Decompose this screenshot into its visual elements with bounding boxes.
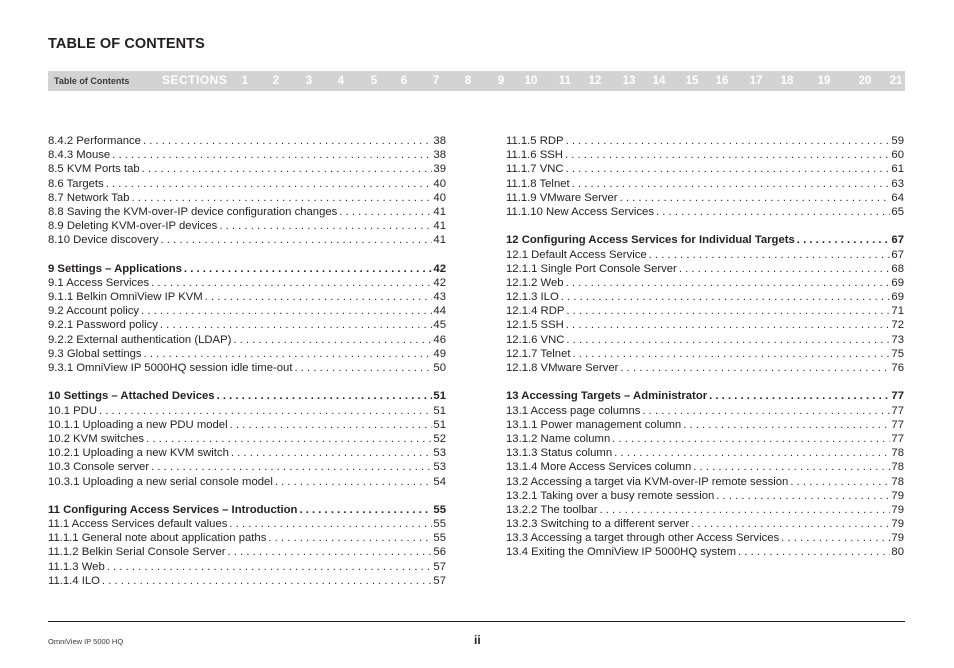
toc-entry-title: 9.2 Account policy xyxy=(48,305,140,318)
toc-entry-page: 41 xyxy=(433,205,446,218)
toc-leader-dots xyxy=(691,517,890,531)
toc-leader-dots xyxy=(573,347,891,361)
toc-entry[interactable] xyxy=(506,545,904,559)
toc-entry-title: 13.1.4 More Access Services column xyxy=(506,461,692,474)
section-nav-bar xyxy=(48,71,905,91)
toc-entry-title: 12.1.4 RDP xyxy=(506,305,565,318)
toc-entry-title: 8.7 Network Tab xyxy=(48,191,130,204)
toc-entry[interactable] xyxy=(506,177,904,191)
toc-entry-page: 52 xyxy=(433,432,446,445)
toc-entry-page: 65 xyxy=(891,205,904,218)
toc-entry-title: 11.1.7 VNC xyxy=(506,163,564,176)
toc-entry-page: 51 xyxy=(433,418,446,431)
toc-leader-dots xyxy=(231,446,433,460)
toc-leader-dots xyxy=(620,191,891,205)
toc-leader-dots xyxy=(709,389,890,403)
toc-entry-page: 77 xyxy=(891,418,904,431)
toc-leader-dots xyxy=(102,574,433,588)
toc-leader-dots xyxy=(299,503,432,517)
toc-entry[interactable] xyxy=(506,205,904,219)
nav-section-11[interactable]: 11 xyxy=(558,75,572,87)
nav-section-18[interactable]: 18 xyxy=(780,75,794,87)
toc-entry-page: 79 xyxy=(891,532,904,545)
nav-section-7[interactable]: 7 xyxy=(432,75,440,87)
toc-entry-page: 55 xyxy=(433,503,446,516)
toc-entry-page: 73 xyxy=(891,333,904,346)
toc-entry-page: 76 xyxy=(891,362,904,374)
toc-chapter-heading[interactable] xyxy=(48,503,446,517)
toc-leader-dots xyxy=(716,489,890,503)
toc-entry-title: 9 Settings – Applications xyxy=(48,262,182,275)
toc-entry-page: 57 xyxy=(433,574,446,587)
toc-entry[interactable] xyxy=(48,318,446,332)
toc-entry-page: 57 xyxy=(433,560,446,573)
toc-entry[interactable] xyxy=(48,162,446,176)
toc-entry-page: 45 xyxy=(433,319,446,332)
toc-entry[interactable] xyxy=(48,219,446,233)
toc-leader-dots xyxy=(275,475,433,489)
toc-entry-title: 9.3.1 OmniView IP 5000HQ session idle time-out xyxy=(48,362,293,374)
toc-entry-page: 49 xyxy=(433,347,446,360)
toc-entry-title: 13.2.1 Taking over a busy remote session xyxy=(506,489,715,502)
toc-entry-title: 10.1 PDU xyxy=(48,404,97,417)
toc-column-left xyxy=(48,134,446,588)
toc-entry-title: 13 Accessing Targets – Administrator xyxy=(506,390,708,403)
toc-entry-title: 12.1.1 Single Port Console Server xyxy=(506,262,677,275)
toc-entry-title: 8.5 KVM Ports tab xyxy=(48,163,140,176)
toc-entry[interactable] xyxy=(48,134,446,148)
toc-entry-page: 69 xyxy=(891,276,904,289)
toc-entry[interactable] xyxy=(48,347,446,361)
toc-entry-title: 13.2 Accessing a target via KVM-over-IP remote session xyxy=(506,475,789,488)
toc-entry-page: 78 xyxy=(891,447,904,460)
nav-section-13[interactable]: 13 xyxy=(622,75,636,87)
toc-entry[interactable] xyxy=(506,489,904,503)
toc-entry-page: 38 xyxy=(433,135,446,147)
toc-entry-title: 11 Configuring Access Services – Introduction xyxy=(48,503,298,516)
toc-chapter-heading[interactable] xyxy=(506,389,904,403)
toc-entry-page: 42 xyxy=(433,276,446,289)
toc-entry-title: 11.1.2 Belkin Serial Console Server xyxy=(48,546,226,559)
toc-leader-dots xyxy=(142,162,433,176)
toc-entry-title: 9.1.1 Belkin OmniView IP KVM xyxy=(48,291,203,304)
page-title: TABLE OF CONTENTS xyxy=(48,36,205,52)
toc-entry-title: 11.1.3 Web xyxy=(48,560,105,573)
toc-leader-dots xyxy=(228,545,433,559)
toc-leader-dots xyxy=(566,304,890,318)
toc-entry-page: 39 xyxy=(433,163,446,176)
toc-entry[interactable] xyxy=(48,290,446,304)
toc-entry[interactable] xyxy=(48,545,446,559)
toc-entry-title: 11.1.1 General note about application paths xyxy=(48,532,267,545)
toc-entry[interactable] xyxy=(506,318,904,332)
toc-entry-page: 78 xyxy=(891,475,904,488)
toc-entry[interactable] xyxy=(506,361,904,375)
toc-leader-dots xyxy=(146,432,432,446)
toc-entry-page: 53 xyxy=(433,461,446,474)
toc-entry-title: 9.2.2 External authentication (LDAP) xyxy=(48,333,232,346)
toc-entry[interactable] xyxy=(48,191,446,205)
toc-entry-title: 8.9 Deleting KVM-over-IP devices xyxy=(48,220,218,233)
nav-section-17[interactable]: 17 xyxy=(749,75,763,87)
toc-entry-title: 10.2 KVM switches xyxy=(48,432,145,445)
toc-entry-title: 11.1.9 VMware Server xyxy=(506,191,618,204)
toc-entry-title: 12.1.2 Web xyxy=(506,276,564,289)
toc-leader-dots xyxy=(141,304,432,318)
toc-entry-page: 38 xyxy=(433,149,446,162)
toc-leader-dots xyxy=(566,134,891,148)
toc-entry-title: 12 Configuring Access Services for Individual Targets xyxy=(506,234,795,247)
toc-entry[interactable] xyxy=(506,517,904,531)
toc-entry-title: 13.2.2 The toolbar xyxy=(506,503,598,516)
toc-entry-page: 41 xyxy=(433,220,446,233)
toc-entry[interactable] xyxy=(48,432,446,446)
nav-section-6[interactable]: 6 xyxy=(400,75,408,87)
toc-entry-page: 80 xyxy=(891,546,904,559)
toc-entry-page: 69 xyxy=(891,291,904,304)
toc-entry-page: 50 xyxy=(433,362,446,374)
toc-entry[interactable] xyxy=(48,404,446,418)
toc-entry[interactable] xyxy=(506,432,904,446)
toc-leader-dots xyxy=(99,404,432,418)
toc-leader-dots xyxy=(230,418,433,432)
toc-entry-page: 59 xyxy=(891,135,904,147)
toc-entry[interactable] xyxy=(48,276,446,290)
toc-entry[interactable] xyxy=(48,574,446,588)
toc-leader-dots xyxy=(781,531,890,545)
nav-section-15[interactable]: 15 xyxy=(685,75,699,87)
toc-entry-title: 9.2.1 Password policy xyxy=(48,319,158,332)
toc-leader-dots xyxy=(566,276,891,290)
toc-leader-dots xyxy=(738,545,890,559)
toc-entry-title: 12.1.8 VMware Server xyxy=(506,362,619,374)
toc-entry[interactable] xyxy=(48,205,446,219)
toc-entry-title: 12.1.7 Telnet xyxy=(506,347,571,360)
toc-leader-dots xyxy=(160,318,433,332)
toc-leader-dots xyxy=(107,560,433,574)
toc-entry[interactable] xyxy=(48,460,446,474)
toc-leader-dots xyxy=(143,134,432,148)
toc-entry-title: 10.1.1 Uploading a new PDU model xyxy=(48,418,228,431)
toc-leader-dots xyxy=(620,361,890,375)
toc-entry-title: 12.1.5 SSH xyxy=(506,319,564,332)
toc-entry-page: 51 xyxy=(433,390,446,403)
toc-entry-title: 11.1 Access Services default values xyxy=(48,518,228,531)
toc-entry[interactable] xyxy=(48,233,446,247)
toc-entry-page: 67 xyxy=(891,234,904,247)
toc-entry-page: 55 xyxy=(433,518,446,531)
toc-entry[interactable] xyxy=(48,517,446,531)
toc-entry[interactable] xyxy=(506,531,904,545)
toc-entry-title: 13.2.3 Switching to a different server xyxy=(506,518,690,531)
toc-entry[interactable] xyxy=(48,560,446,574)
toc-entry-title: 13.4 Exiting the OmniView IP 5000HQ system xyxy=(506,546,737,559)
toc-entry[interactable] xyxy=(506,347,904,361)
toc-entry[interactable] xyxy=(506,162,904,176)
toc-entry-page: 77 xyxy=(891,432,904,445)
nav-section-14[interactable]: 14 xyxy=(652,75,666,87)
toc-entry-title: 13.3 Accessing a target through other Access Services xyxy=(506,532,780,545)
toc-entry[interactable] xyxy=(506,276,904,290)
toc-leader-dots xyxy=(294,361,432,375)
toc-chapter-heading[interactable] xyxy=(48,262,446,276)
toc-leader-dots xyxy=(161,233,433,247)
toc-entry[interactable] xyxy=(48,418,446,432)
nav-section-20[interactable]: 20 xyxy=(858,75,872,87)
toc-entry-page: 55 xyxy=(433,532,446,545)
toc-entry-page: 51 xyxy=(433,404,446,417)
toc-entry-title: 8.4.2 Performance xyxy=(48,135,141,147)
toc-entry[interactable] xyxy=(48,148,446,162)
toc-leader-dots xyxy=(233,333,432,347)
toc-entry-page: 67 xyxy=(891,248,904,261)
toc-entry-page: 71 xyxy=(891,305,904,318)
toc-leader-dots xyxy=(144,347,433,361)
nav-section-5[interactable]: 5 xyxy=(370,75,378,87)
toc-entry-page: 44 xyxy=(433,305,446,318)
toc-entry-title: 9.1 Access Services xyxy=(48,276,150,289)
toc-entry-page: 79 xyxy=(891,489,904,502)
toc-entry[interactable] xyxy=(48,361,446,375)
toc-entry-title: 11.1.8 Telnet xyxy=(506,177,570,190)
toc-entry-page: 79 xyxy=(891,503,904,516)
nav-section-8[interactable]: 8 xyxy=(464,75,472,87)
toc-leader-dots xyxy=(790,475,890,489)
toc-leader-dots xyxy=(219,219,432,233)
toc-entry[interactable] xyxy=(506,460,904,474)
toc-entry-title: 10 Settings – Attached Devices xyxy=(48,390,215,403)
toc-leader-dots xyxy=(679,262,891,276)
nav-section-2[interactable]: 2 xyxy=(272,75,280,87)
toc-leader-dots xyxy=(566,318,891,332)
toc-leader-dots xyxy=(184,262,433,276)
nav-toc-link[interactable]: Table of Contents xyxy=(54,76,130,86)
toc-leader-dots xyxy=(561,290,891,304)
toc-entry-title: 11.1.10 New Access Services xyxy=(506,205,654,218)
toc-chapter-heading[interactable] xyxy=(506,233,904,247)
toc-entry-page: 79 xyxy=(891,518,904,531)
toc-leader-dots xyxy=(572,177,891,191)
toc-entry[interactable] xyxy=(48,333,446,347)
toc-entry-title: 13.1 Access page columns xyxy=(506,404,641,417)
toc-entry[interactable] xyxy=(506,290,904,304)
toc-entry-page: 61 xyxy=(891,163,904,176)
toc-entry[interactable] xyxy=(506,148,904,162)
nav-section-4[interactable]: 4 xyxy=(337,75,345,87)
toc-leader-dots xyxy=(649,248,891,262)
toc-entry-title: 13.1.1 Power management column xyxy=(506,418,682,431)
toc-entry-page: 40 xyxy=(433,177,446,190)
toc-leader-dots xyxy=(612,432,890,446)
toc-entry-page: 43 xyxy=(433,291,446,304)
toc-leader-dots xyxy=(229,517,432,531)
nav-sections-label: SECTIONS xyxy=(162,73,228,87)
toc-entry-title: 12.1.6 VNC xyxy=(506,333,565,346)
toc-column-right xyxy=(506,134,904,560)
toc-entry-page: 60 xyxy=(891,149,904,162)
toc-entry-page: 42 xyxy=(433,262,446,275)
toc-entry-page: 54 xyxy=(433,475,446,488)
nav-section-10[interactable]: 10 xyxy=(524,75,538,87)
toc-entry[interactable] xyxy=(506,304,904,318)
nav-section-21[interactable]: 21 xyxy=(889,75,903,87)
toc-entry[interactable] xyxy=(506,262,904,276)
toc-entry-title: 11.1.5 RDP xyxy=(506,135,564,147)
nav-section-19[interactable]: 19 xyxy=(817,75,831,87)
toc-chapter-heading[interactable] xyxy=(48,389,446,403)
toc-entry[interactable] xyxy=(506,446,904,460)
footer-divider xyxy=(48,621,905,622)
nav-section-3[interactable]: 3 xyxy=(305,75,313,87)
toc-leader-dots xyxy=(106,177,433,191)
toc-entry-page: 77 xyxy=(891,390,904,403)
toc-entry-page: 53 xyxy=(433,447,446,460)
toc-leader-dots xyxy=(217,389,433,403)
toc-entry[interactable] xyxy=(48,177,446,191)
toc-entry-page: 78 xyxy=(891,461,904,474)
toc-entry[interactable] xyxy=(48,304,446,318)
nav-section-12[interactable]: 12 xyxy=(588,75,602,87)
toc-entry-title: 10.2.1 Uploading a new KVM switch xyxy=(48,447,229,460)
toc-entry[interactable] xyxy=(506,404,904,418)
toc-entry-title: 11.1.4 ILO xyxy=(48,574,100,587)
toc-entry-page: 68 xyxy=(891,262,904,275)
nav-section-1[interactable]: 1 xyxy=(241,75,249,87)
toc-leader-dots xyxy=(339,205,432,219)
toc-entry[interactable] xyxy=(506,475,904,489)
toc-leader-dots xyxy=(205,290,433,304)
toc-leader-dots xyxy=(131,191,432,205)
toc-leader-dots xyxy=(268,531,432,545)
toc-leader-dots xyxy=(151,276,432,290)
footer-document-name: OmniView IP 5000 HQ xyxy=(48,637,124,646)
toc-leader-dots xyxy=(656,205,890,219)
toc-entry[interactable] xyxy=(48,446,446,460)
toc-entry-title: 10.3 Console server xyxy=(48,461,150,474)
nav-section-16[interactable]: 16 xyxy=(715,75,729,87)
toc-entry-page: 40 xyxy=(433,191,446,204)
toc-leader-dots xyxy=(693,460,890,474)
toc-entry-page: 41 xyxy=(433,234,446,247)
toc-entry[interactable] xyxy=(506,333,904,347)
toc-leader-dots xyxy=(600,503,891,517)
toc-entry-page: 63 xyxy=(891,177,904,190)
toc-entry-title: 8.6 Targets xyxy=(48,177,104,190)
toc-entry-title: 12.1 Default Access Service xyxy=(506,248,647,261)
toc-entry[interactable] xyxy=(48,475,446,489)
toc-entry[interactable] xyxy=(506,418,904,432)
toc-entry[interactable] xyxy=(506,248,904,262)
toc-leader-dots xyxy=(614,446,890,460)
toc-entry-title: 10.3.1 Uploading a new serial console model xyxy=(48,475,273,488)
toc-entry-page: 75 xyxy=(891,347,904,360)
toc-entry-page: 72 xyxy=(891,319,904,332)
toc-entry-title: 13.1.2 Name column xyxy=(506,432,611,445)
toc-entry[interactable] xyxy=(506,503,904,517)
toc-entry-title: 12.1.3 ILO xyxy=(506,291,559,304)
toc-entry-title: 8.8 Saving the KVM-over-IP device configuration changes xyxy=(48,205,338,218)
toc-entry-title: 9.3 Global settings xyxy=(48,347,142,360)
toc-entry-title: 8.10 Device discovery xyxy=(48,234,159,247)
toc-leader-dots xyxy=(112,148,432,162)
toc-entry[interactable] xyxy=(506,134,904,148)
toc-entry-title: 11.1.6 SSH xyxy=(506,149,563,162)
toc-leader-dots xyxy=(797,233,891,247)
toc-leader-dots xyxy=(151,460,432,474)
footer-page-number: ii xyxy=(474,633,481,647)
toc-leader-dots xyxy=(683,418,890,432)
toc-leader-dots xyxy=(566,333,890,347)
toc-leader-dots xyxy=(565,148,890,162)
toc-entry-page: 46 xyxy=(433,333,446,346)
nav-section-9[interactable]: 9 xyxy=(497,75,505,87)
toc-entry[interactable] xyxy=(506,191,904,205)
toc-leader-dots xyxy=(642,404,890,418)
toc-entry-page: 77 xyxy=(891,404,904,417)
toc-entry-title: 8.4.3 Mouse xyxy=(48,149,111,162)
toc-entry-title: 13.1.3 Status column xyxy=(506,447,613,460)
toc-entry[interactable] xyxy=(48,531,446,545)
toc-entry-page: 56 xyxy=(433,546,446,559)
toc-leader-dots xyxy=(566,162,891,176)
toc-entry-page: 64 xyxy=(891,191,904,204)
